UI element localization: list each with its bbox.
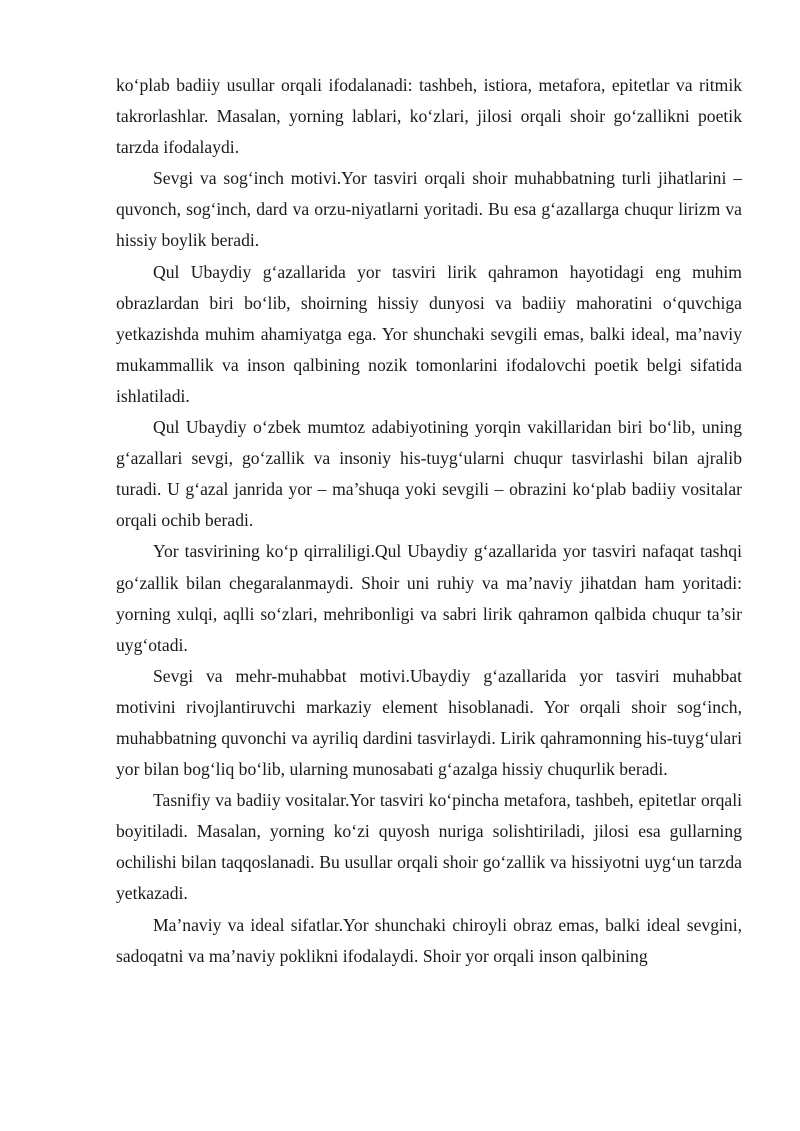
paragraph-love-longing-motif: Sevgi va sog‘inch motivi.Yor tasviri orqali shoir muhabbatning turli jihatlarini – quvonch, sog‘inch, dard va orzu-niyatlarni yoritadi. Bu esa g‘azallarga chuqur lirizm va hissiy boylik beradi.	[116, 168, 742, 251]
paragraph-artistic-devices: Tasnifiy va badiiy vositalar.Yor tasviri ko‘pincha metafora, tashbeh, epitetlar orqali boyitiladi. Masalan, yorning ko‘zi quyosh nuriga solishtiriladi, jilosi esa gullarning ochilishi bilan taqqoslanadi. Bu usullar orqali shoir go‘zallik va hissiyotni uyg‘un tarzda yetkazadi.	[116, 790, 742, 904]
document-body	[116, 70, 742, 972]
paragraph-beloved-image-importance: Qul Ubaydiy g‘azallarida yor tasviri lirik qahramon hayotidagi eng muhim obrazlardan biri bo‘lib, shoirning hissiy dunyosi va badiiy mahoratini o‘quvchiga yetkazishda muhim ahamiyatga ega. Yor shunchaki sevgili emas, balki ideal, ma’naviy mukammallik va inson qalbining nozik tomonlarini ifodalovchi poetik belgi sifatida ishlatiladi.	[116, 261, 742, 406]
paragraph-qul-ubaydiy-intro: Qul Ubaydiy o‘zbek mumtoz adabiyotining yorqin vakillaridan biri bo‘lib, uning g‘azallari sevgi, go‘zallik va insoniy his-tuyg‘ularni chuqur tasvirlashi bilan ajralib turadi. U g‘azal janrida yor – ma’shuqa yoki sevgili – obrazini ko‘plab badiiy vositalar orqali ochib beradi.	[116, 417, 742, 531]
paragraph-multifaceted-image: Yor tasvirining ko‘p qirraliligi.Qul Ubaydiy g‘azallarida yor tasviri nafaqat tashqi go‘zallik bilan chegaralanmaydi. Shoir uni ruhiy va ma’naviy jihatdan ham yoritadi: yorning xulqi, aqlli so‘zlari, mehribonligi va sabri lirik qahramon qalbida chuqur ta’sir uyg‘otadi.	[116, 541, 742, 655]
paragraph-spiritual-ideal-qualities: Ma’naviy va ideal sifatlar.Yor shunchaki chiroyli obraz emas, balki ideal sevgini, sadoqatni va ma’naviy poklikni ifodalaydi. Shoir yor orqali inson qalbining	[116, 914, 742, 966]
paragraph-love-affection-motif: Sevgi va mehr-muhabbat motivi.Ubaydiy g‘azallarida yor tasviri muhabbat motivini rivojlantiruvchi markaziy element hisoblanadi. Yor orqali shoir sog‘inch, muhabbatning quvonchi va ayriliq dardini tasvirlaydi. Lirik qahramonning his-tuyg‘ulari yor bilan bog‘liq bo‘lib, ularning munosabati g‘azalga hissiy chuqurlik beradi.	[116, 665, 742, 780]
paragraph-continuation: ko‘plab badiiy usullar orqali ifodalanadi: tashbeh, istiora, metafora, epitetlar va ritmik takrorlashlar. Masalan, yorning lablari, ko‘zlari, jilosi orqali shoir go‘zallikni poetik tarzda ifodalaydi.	[116, 75, 742, 158]
